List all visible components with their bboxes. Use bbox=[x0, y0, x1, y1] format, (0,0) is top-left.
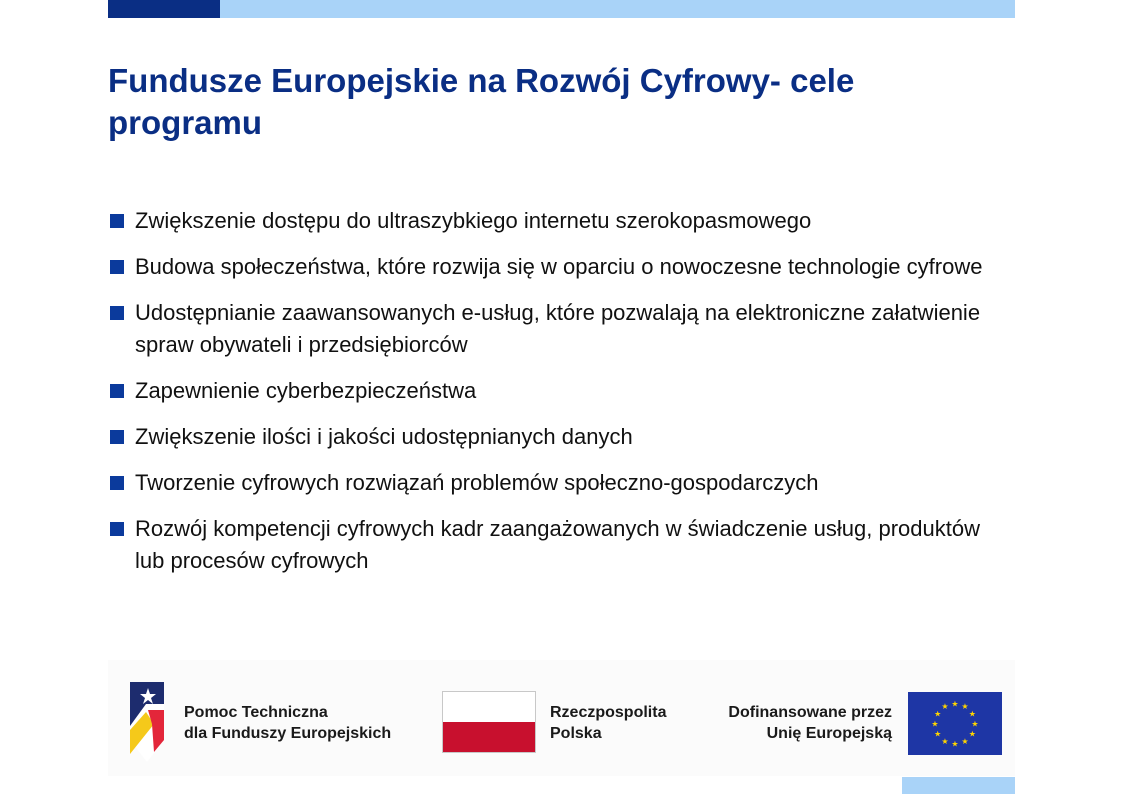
flag-white-stripe bbox=[443, 692, 535, 722]
list-item-text: Budowa społeczeństwa, które rozwija się w oparciu o nowoczesne technologie cyfrowe bbox=[135, 254, 983, 279]
top-accent-dark bbox=[108, 0, 220, 18]
bullet-square-icon bbox=[110, 476, 124, 490]
eu-star-icon: ★ bbox=[971, 719, 979, 729]
top-accent-light bbox=[220, 0, 1015, 18]
rp-line-2: Polska bbox=[550, 725, 602, 742]
eu-star-icon: ★ bbox=[968, 729, 976, 739]
eu-star-icon: ★ bbox=[934, 729, 942, 739]
eu-star-icon: ★ bbox=[934, 709, 942, 719]
eu-line-2: Unię Europejską bbox=[766, 725, 892, 742]
bullet-square-icon bbox=[110, 214, 124, 228]
eu-logo-text bbox=[728, 702, 892, 744]
bottom-accent-bar bbox=[902, 777, 1015, 794]
list-item-text: Udostępnianie zaawansowanych e-usług, które pozwalają na elektroniczne załatwienie spraw obywateli i przedsiębiorców bbox=[135, 300, 981, 357]
eu-star-icon: ★ bbox=[951, 739, 959, 749]
eu-star-icon: ★ bbox=[951, 699, 959, 709]
list-item bbox=[108, 513, 988, 577]
eu-star-icon: ★ bbox=[941, 702, 949, 712]
rp-line-1: Rzeczpospolita bbox=[550, 704, 667, 721]
list-item-text: Tworzenie cyfrowych rozwiązań problemów społeczno-gospodarczych bbox=[135, 470, 819, 495]
list-item-text: Rozwój kompetencji cyfrowych kadr zaangażowanych w świadczenie usług, produktów lub procesów cyfrowych bbox=[135, 516, 980, 573]
bullet-square-icon bbox=[110, 384, 124, 398]
eu-star-icon: ★ bbox=[941, 736, 949, 746]
list-item bbox=[108, 467, 988, 499]
eu-star-icon: ★ bbox=[968, 709, 976, 719]
rp-logo-text bbox=[550, 702, 666, 744]
list-item-text: Zwiększenie ilości i jakości udostępnianych danych bbox=[135, 424, 633, 449]
top-accent-bar bbox=[108, 0, 1015, 18]
list-item-text: Zapewnienie cyberbezpieczeństwa bbox=[135, 378, 477, 403]
list-item bbox=[108, 375, 988, 407]
fundusze-europejskie-logo-icon bbox=[124, 680, 170, 764]
eu-star-icon: ★ bbox=[961, 702, 969, 712]
bullet-square-icon bbox=[110, 522, 124, 536]
eu-flag-icon bbox=[908, 692, 1002, 755]
bullet-square-icon bbox=[110, 306, 124, 320]
bullet-square-icon bbox=[110, 260, 124, 274]
slide-title: Fundusze Europejskie na Rozwój Cyfrowy- cele programu bbox=[108, 62, 855, 141]
fe-line-2: dla Funduszy Europejskich bbox=[184, 725, 392, 742]
goals-list bbox=[108, 205, 988, 591]
flag-red-stripe bbox=[443, 722, 535, 752]
eu-line-1: Dofinansowane przez bbox=[728, 704, 892, 721]
logo-footer bbox=[108, 660, 1015, 776]
list-item bbox=[108, 421, 988, 453]
eu-star-icon: ★ bbox=[931, 719, 939, 729]
bullet-square-icon bbox=[110, 430, 124, 444]
list-item bbox=[108, 205, 988, 237]
fe-line-1: Pomoc Techniczna bbox=[184, 704, 328, 721]
list-item bbox=[108, 297, 988, 361]
fe-logo-text bbox=[184, 702, 391, 744]
polish-flag-icon bbox=[442, 691, 536, 753]
list-item-text: Zwiększenie dostępu do ultraszybkiego internetu szerokopasmowego bbox=[135, 208, 812, 233]
eu-star-icon: ★ bbox=[961, 736, 969, 746]
list-item bbox=[108, 251, 988, 283]
